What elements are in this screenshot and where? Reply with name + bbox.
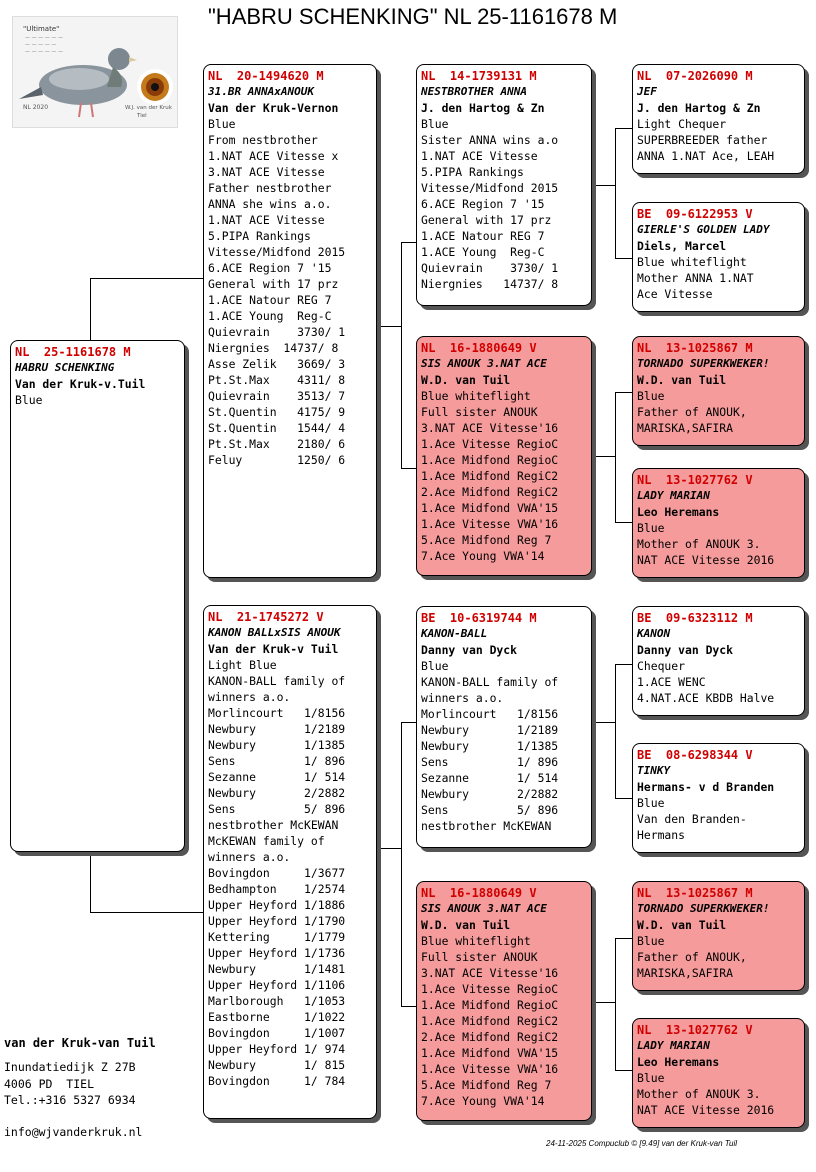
connector (615, 258, 633, 259)
connector (615, 392, 616, 522)
info-line: Morlincourt 1/8156 (208, 706, 346, 720)
info-line: Hermans (637, 828, 686, 842)
info-line: Newbury 2/2882 (208, 786, 346, 800)
info-line: Sens 1/ 896 (421, 755, 559, 769)
info-line: St.Quentin 1544/ 4 (208, 421, 346, 435)
info-line: Bovingdon 1/ 784 (208, 1074, 346, 1088)
info-line: Newbury 1/1385 (421, 739, 559, 753)
info-line: winners a.o. (421, 691, 504, 705)
info-line: Vitesse/Midfond 2015 (208, 245, 346, 259)
connector (401, 468, 417, 469)
connector (596, 1002, 616, 1003)
ring-number: NL 16-1880649 V (421, 886, 537, 900)
info-line: 1.Ace Midfond RegiC2 (421, 1014, 559, 1028)
photo-code: NL 2020 (23, 104, 49, 111)
pigeon-name: LADY MARIAN (637, 1039, 710, 1052)
connector (615, 128, 616, 258)
connector (401, 242, 402, 468)
ring-number: NL 21-1745272 V (208, 610, 324, 624)
footer-credit: 24-11-2025 Compuclub © [9.49] van der Kruk-van Tuil (546, 1139, 738, 1148)
breeder-name: W.D. van Tuil (637, 918, 727, 932)
connector (615, 128, 633, 129)
photo-caption-bottom: W.J. van der Kruk (125, 105, 172, 111)
ring-number: BE 08-6298344 V (637, 748, 753, 762)
info-line: Blue (637, 389, 665, 403)
info-line: Father nestbrother (208, 181, 332, 195)
info-line: Blue (208, 117, 236, 131)
ring-number: NL 25-1161678 M (15, 345, 131, 359)
info-line: KANON-BALL family of (421, 675, 559, 689)
connector (615, 522, 633, 523)
info-line: 7.Ace Young VWA'14 (421, 1094, 545, 1108)
pigeon-card-sire-sire-dam[interactable] (632, 202, 805, 312)
connector (401, 722, 402, 1006)
info-line: 5.PIPA Rankings (421, 165, 524, 179)
info-line: Newbury 2/2882 (421, 787, 559, 801)
info-line: Blue (421, 659, 449, 673)
pigeon-name: NESTBROTHER ANNA (421, 85, 527, 98)
connector (596, 722, 616, 723)
info-line: McKEWAN family of (208, 834, 325, 848)
breeder-name: Van der Kruk-v.Tuil (15, 377, 146, 391)
breeder-name: W.D. van Tuil (637, 373, 727, 387)
svg-text:— — — — — —: — — — — — — (25, 35, 63, 41)
info-line: Full sister ANOUK (421, 950, 538, 964)
ring-number: NL 13-1025867 M (637, 341, 753, 355)
info-line: 1.NAT ACE Vitesse (208, 213, 325, 227)
info-line: Newbury 1/2189 (208, 722, 346, 736)
info-line: 4.NAT.ACE KBDB Halve (637, 691, 775, 705)
info-line: 5.Ace Midfond Reg 7 (421, 1078, 552, 1092)
info-line: 5.PIPA Rankings (208, 229, 311, 243)
info-line: Upper Heyford 1/1736 (208, 946, 346, 960)
info-line: ANNA 1.NAT Ace, LEAH (637, 149, 775, 163)
pigeon-card-sire-dam-sire[interactable] (632, 336, 805, 446)
info-line: Bedhampton 1/2574 (208, 882, 346, 896)
info-line: Newbury 1/1385 (208, 738, 346, 752)
info-line: St.Quentin 4175/ 9 (208, 405, 346, 419)
info-line: 6.ACE Region 7 '15 (421, 197, 545, 211)
info-line: ANNA she wins a.o. (208, 197, 332, 211)
info-line: Light Chequer (637, 117, 727, 131)
info-line: winners a.o. (208, 690, 291, 704)
ring-number: BE 09-6122953 V (637, 207, 753, 221)
info-line: Newbury 1/ 815 (208, 1058, 346, 1072)
info-line: Sens 5/ 896 (421, 803, 559, 817)
breeder-name: Danny van Dyck (637, 643, 734, 657)
info-line: Quievrain 3730/ 1 (208, 325, 346, 339)
pigeon-name: TINKY (637, 764, 671, 777)
info-line: Quievrain 3730/ 1 (421, 261, 559, 275)
info-line: Upper Heyford 1/1106 (208, 978, 346, 992)
pigeon-name: GIERLE'S GOLDEN LADY (637, 223, 770, 236)
svg-text:— — — — —: — — — — — (25, 42, 57, 48)
connector (90, 852, 91, 912)
pigeon-name: KANON BALLxSIS ANOUK (208, 626, 341, 639)
info-line: winners a.o. (208, 850, 291, 864)
pigeon-card-main[interactable] (10, 340, 185, 852)
pigeon-card-sire-dam-dam[interactable] (632, 468, 805, 578)
owner-phone: Tel.:+316 5327 6934 (4, 1093, 136, 1107)
info-line: General with 17 prz (208, 277, 339, 291)
info-line: Niergnies 14737/ 8 (421, 277, 559, 291)
info-line: Father of ANOUK, (637, 405, 747, 419)
info-line: Chequer (637, 659, 686, 673)
info-line: 1.ACE Natour REG 7 (208, 293, 332, 307)
info-line: Pt.St.Max 4311/ 8 (208, 373, 346, 387)
info-line: Newbury 1/2189 (421, 723, 559, 737)
info-line: Mother ANNA 1.NAT (637, 271, 754, 285)
info-line: Quievrain 3513/ 7 (208, 389, 346, 403)
info-line: SUPERBREEDER father (637, 133, 768, 147)
pigeon-name: SIS ANOUK 3.NAT ACE (421, 357, 547, 370)
connector (401, 722, 417, 723)
connector (615, 664, 633, 665)
pigeon-card-sire-sire[interactable] (416, 64, 592, 306)
ring-number: NL 13-1025867 M (637, 886, 753, 900)
connector (90, 278, 204, 279)
info-line: KANON-BALL family of (208, 674, 346, 688)
breeder-name: Van der Kruk-v Tuil (208, 642, 339, 656)
pigeon-card-dam-dam-sire[interactable] (632, 881, 805, 991)
info-line: MARISKA,SAFIRA (637, 966, 734, 980)
pigeon-name: JEF (637, 85, 657, 98)
connector (401, 242, 417, 243)
connector (401, 1006, 417, 1007)
connector (90, 912, 204, 913)
info-line: Bovingdon 1/1007 (208, 1026, 346, 1040)
connector (615, 938, 616, 1070)
breeder-name: Leo Heremans (637, 505, 720, 519)
info-line: 1.ACE Young Reg-C (208, 309, 332, 323)
breeder-name: W.D. van Tuil (421, 918, 511, 932)
connector (615, 938, 633, 939)
info-line: Mother of ANOUK 3. (637, 1087, 761, 1101)
info-line: Light Blue (208, 658, 277, 672)
breeder-name: Van der Kruk-Vernon (208, 101, 339, 115)
info-line: Blue (637, 521, 665, 535)
pigeon-card-dam-sire[interactable] (416, 606, 592, 848)
info-line: 1.Ace Midfond RegioC (421, 453, 559, 467)
pigeon-name: TORNADO SUPERKWEKER! (637, 357, 770, 370)
info-line: Upper Heyford 1/1886 (208, 898, 346, 912)
info-line: 1.Ace Midfond VWA'15 (421, 1046, 559, 1060)
connector (615, 798, 633, 799)
pigeon-photo (12, 16, 178, 128)
owner-address: Inundatiedijk Z 27B (4, 1060, 136, 1074)
info-line: 1.NAT ACE Vitesse (421, 149, 538, 163)
connector (596, 185, 616, 186)
ring-number: NL 14-1739131 M (421, 69, 537, 83)
ring-number: NL 13-1027762 V (637, 473, 753, 487)
info-line: Blue (637, 796, 665, 810)
info-line: 1.ACE WENC (637, 675, 706, 689)
info-line: NAT ACE Vitesse 2016 (637, 1103, 775, 1117)
info-line: Sezanne 1/ 514 (421, 771, 559, 785)
ring-number: BE 09-6323112 M (637, 611, 753, 625)
info-line: Sens 1/ 896 (208, 754, 346, 768)
info-line: Sezanne 1/ 514 (208, 770, 346, 784)
breeder-name: J. den Hartog & Zn (421, 101, 545, 115)
info-line: 3.NAT ACE Vitesse (208, 165, 325, 179)
pigeon-card-dam-dam-dam[interactable] (632, 1018, 805, 1128)
info-line: Sens 5/ 896 (208, 802, 346, 816)
ring-number: NL 16-1880649 V (421, 341, 537, 355)
info-line: Newbury 1/1481 (208, 962, 346, 976)
info-line: Sister ANNA wins a.o (421, 133, 559, 147)
info-line: Father of ANOUK, (637, 950, 747, 964)
pigeon-card-dam-sire-sire[interactable] (632, 606, 805, 716)
pigeon-name: TORNADO SUPERKWEKER! (637, 902, 770, 915)
info-line: Ace Vitesse (637, 287, 713, 301)
info-line: 1.ACE Young Reg-C (421, 245, 545, 259)
info-line: 1.NAT ACE Vitesse x (208, 149, 339, 163)
breeder-name: W.D. van Tuil (421, 373, 511, 387)
svg-text:— — — — — —: — — — — — — (25, 49, 63, 55)
breeder-name: Leo Heremans (637, 1055, 720, 1069)
connector (596, 456, 616, 457)
info-line: Upper Heyford 1/ 974 (208, 1042, 346, 1056)
connector (615, 392, 633, 393)
connector (380, 848, 402, 849)
info-line: 5.Ace Midfond Reg 7 (421, 533, 552, 547)
info-line: 2.Ace Midfond RegiC2 (421, 1030, 559, 1044)
connector (90, 278, 91, 340)
info-line: Blue (421, 117, 449, 131)
info-line: nestbrother McKEWAN (208, 818, 339, 832)
info-line: 1.ACE Natour REG 7 (421, 229, 545, 243)
info-line: Blue (637, 934, 665, 948)
owner-city: 4006 PD TIEL (4, 1077, 95, 1091)
ring-number: NL 20-1494620 M (208, 69, 324, 83)
info-line: 6.ACE Region 7 '15 (208, 261, 332, 275)
info-line: 1.Ace Vitesse VWA'16 (421, 1062, 559, 1076)
info-line: 1.Ace Vitesse RegioC (421, 437, 559, 451)
photo-place: Tiel (137, 113, 147, 119)
info-line: Blue (637, 1071, 665, 1085)
breeder-name: J. den Hartog & Zn (637, 101, 761, 115)
info-line: 1.Ace Midfond VWA'15 (421, 501, 559, 515)
connector (615, 664, 616, 798)
info-line: 1.Ace Midfond RegioC (421, 998, 559, 1012)
pigeon-card-dam-dam[interactable] (416, 881, 592, 1121)
info-line: 7.Ace Young VWA'14 (421, 549, 545, 563)
info-line: Eastborne 1/1022 (208, 1010, 346, 1024)
ring-number: NL 07-2026090 M (637, 69, 753, 83)
info-line: 1.Ace Vitesse RegioC (421, 982, 559, 996)
info-line: Blue whiteflight (421, 934, 531, 948)
info-line: Niergnies 14737/ 8 (208, 341, 339, 355)
info-line: 2.Ace Midfond RegiC2 (421, 485, 559, 499)
info-line: Vitesse/Midfond 2015 (421, 181, 559, 195)
info-line: MARISKA,SAFIRA (637, 421, 734, 435)
connector (380, 326, 402, 327)
pigeon-card-sire-sire-sire[interactable] (632, 64, 805, 174)
pigeon-card-dam[interactable] (203, 605, 377, 1119)
info-line: Asse Zelik 3669/ 3 (208, 357, 346, 371)
pigeon-illustration (13, 17, 177, 127)
pigeon-name: HABRU SCHENKING (15, 361, 115, 374)
info-line: 1.Ace Midfond RegiC2 (421, 469, 559, 483)
info-line: Pt.St.Max 2180/ 6 (208, 437, 346, 451)
info-line: Feluy 1250/ 6 (208, 453, 346, 467)
connector (615, 1070, 633, 1071)
photo-caption-top: "Ultimate" (23, 25, 60, 33)
breeder-name: Danny van Dyck (421, 643, 518, 657)
owner-email[interactable]: info@wjvanderkruk.nl (4, 1125, 143, 1139)
info-line: Bovingdon 1/3677 (208, 866, 346, 880)
breeder-name: Diels, Marcel (637, 239, 727, 253)
breeder-name: Hermans- v d Branden (637, 780, 775, 794)
info-line: Blue whiteflight (421, 389, 531, 403)
info-line: Blue whiteflight (637, 255, 747, 269)
info-line: From nestbrother (208, 133, 318, 147)
pigeon-card-dam-sire-dam[interactable] (632, 743, 805, 853)
info-line: 1.Ace Vitesse VWA'16 (421, 517, 559, 531)
info-line: Mother of ANOUK 3. (637, 537, 761, 551)
info-line: Upper Heyford 1/1790 (208, 914, 346, 928)
pigeon-card-sire-dam[interactable] (416, 336, 592, 576)
info-line: nestbrother McKEWAN (421, 819, 552, 833)
info-line: 3.NAT ACE Vitesse'16 (421, 421, 559, 435)
pigeon-name: LADY MARIAN (637, 489, 710, 502)
info-line: Van den Branden- (637, 812, 747, 826)
pigeon-name: KANON-BALL (421, 627, 488, 640)
info-line: Marlborough 1/1053 (208, 994, 346, 1008)
pigeon-card-sire[interactable] (203, 64, 377, 578)
info-line: Morlincourt 1/8156 (421, 707, 559, 721)
info-line: Full sister ANOUK (421, 405, 538, 419)
owner-name: van der Kruk-van Tuil (4, 1036, 156, 1050)
info-line: Blue (15, 393, 43, 407)
pigeon-name: SIS ANOUK 3.NAT ACE (421, 902, 547, 915)
pigeon-name: 31.BR ANNAxANOUK (208, 85, 314, 98)
ring-number: NL 13-1027762 V (637, 1023, 753, 1037)
info-line: 3.NAT ACE Vitesse'16 (421, 966, 559, 980)
info-line: Kettering 1/1779 (208, 930, 346, 944)
page-title: "HABRU SCHENKING" NL 25-1161678 M (208, 4, 618, 29)
ring-number: BE 10-6319744 M (421, 611, 537, 625)
info-line: NAT ACE Vitesse 2016 (637, 553, 775, 567)
info-line: General with 17 prz (421, 213, 552, 227)
pigeon-name: KANON (637, 627, 671, 640)
